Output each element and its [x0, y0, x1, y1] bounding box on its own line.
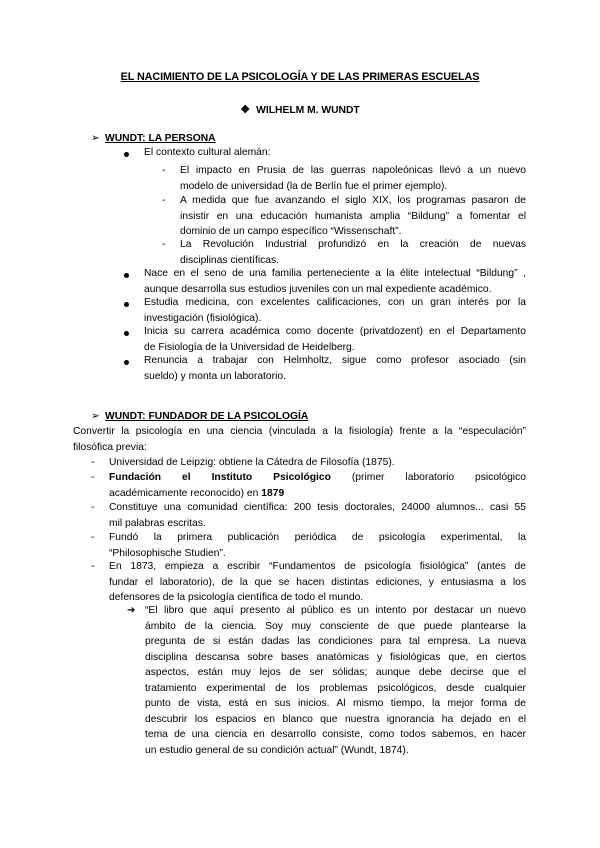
bullet-icon — [124, 302, 129, 307]
list-item-medicine: Estudia medicina, con excelentes calificaciones, con un gran interés por la investigación (fisiológica). — [144, 297, 526, 324]
sublist-item-prussia: El impacto en Prusia de las guerras napoleónicas llevó a un nuevo modelo de universidad (la de Berlín fue el primer ejemplo). — [180, 165, 526, 192]
list-item-career: Inicia su carrera académica como docente (privatdozent) en el Departamento de Fisiología de la Universidad de Heidelberg. — [144, 326, 526, 353]
dash-bullet: - — [91, 472, 95, 483]
dash-bullet: - — [91, 532, 95, 543]
list-item-fundamentos: En 1873, empieza a escribir “Fundamentos de psicología fisiológica” (antes de fundar el laboratorio), de la que se hacen distintas ediciones, y entusiasma a los defensores de la psicología científica de todo el mundo. — [109, 561, 526, 603]
dash-bullet: - — [162, 165, 166, 176]
diamond-bullet-icon: ❖ — [240, 104, 251, 116]
bullet-icon — [124, 331, 129, 336]
section-heading-label: WUNDT: LA PERSONA — [105, 133, 216, 144]
wundt-quote: “El libro que aquí presento al público es un intento por destacar un nuevo ámbito de la ciencia. Soy muy consciente de que puede plantearse la pregunta de si están dadas las condiciones para tal empresa. La nueva disciplina descansa sobre bases anatómicas y fisiológicas que, en ciertos aspectos, están muy lejos de ser sólidas; aunque debe decirse que el tratamiento experimental de los problemas psicológicos, desde cualquier punto de vista, está en sus inicios. Al mismo tiempo, la mejor forma de descubrir los espacios en blanco que nuestra ignorancia ha dejado en el tema de una ciencia en desarrollo consiste, como todos sabemos, en hacer un estudio general de su condición actual” (Wundt, 1874). — [145, 605, 526, 756]
arrowhead-icon: ➢ — [91, 411, 100, 422]
dash-bullet: - — [91, 502, 95, 513]
arrowhead-icon: ➢ — [91, 133, 100, 144]
document-title: EL NACIMIENTO DE LA PSICOLOGÍA Y DE LAS PRIMERAS ESCUELAS — [120, 71, 480, 83]
list-item-instituto: Fundación el Instituto Psicológico (primer laboratorio psicológico académicamente reconocido) en 1879 — [109, 472, 526, 499]
section-heading-label: WUNDT: FUNDADOR DE LA PSICOLOGÍA — [105, 411, 309, 422]
subtitle-text: WILHELM M. WUNDT — [256, 105, 360, 116]
list-item-leipzig: Universidad de Leipzig: obtiene la Cátedra de Filosofía (1875). — [109, 457, 395, 468]
list-item-family: Nace en el seno de una familia perteneciente a la élite intelectual “Bildung” , aunque desarrolla sus estudios juveniles con un mal expediente académico. — [144, 268, 526, 295]
section-intro: Convertir la psicología en una ciencia (vinculada a la fisiología) frente a la “especulación” filosófica previa: — [73, 426, 526, 453]
dash-bullet: - — [162, 195, 166, 206]
sublist-item-bildung: A medida que fue avanzando el siglo XIX, los programas pasaron de insistir en una educación humanista amplia “Bildung” a fomentar el dominio de un campo específico “Wissenschaft”. — [180, 195, 526, 237]
list-item-helmholtz: Renuncia a trabajar con Helmholtz, sigue como profesor asociado (sin sueldo) y monta un laboratorio. — [144, 355, 526, 382]
right-arrow-icon: ➔ — [127, 605, 136, 616]
bullet-icon — [124, 273, 129, 278]
dash-bullet: - — [162, 239, 166, 250]
bullet-icon — [124, 360, 129, 365]
section-heading-fundador — [91, 409, 308, 425]
list-item-community: Constituye una comunidad científica: 200 tesis doctorales, 24000 alumnos... casi 55 mil palabras escritas. — [109, 502, 526, 529]
subtitle — [0, 103, 600, 119]
sublist-item-revolution: La Revolución Industrial profundizó en la creación de nuevas disciplinas científicas. — [180, 239, 526, 266]
list-item-publication: Fundó la primera publicación periódica de psicología experimental, la “Philosophische Studien”. — [109, 532, 526, 559]
dash-bullet: - — [91, 561, 95, 572]
dash-bullet: - — [91, 457, 95, 468]
list-item-context: El contexto cultural alemán: — [144, 147, 271, 158]
bullet-icon — [124, 152, 129, 157]
